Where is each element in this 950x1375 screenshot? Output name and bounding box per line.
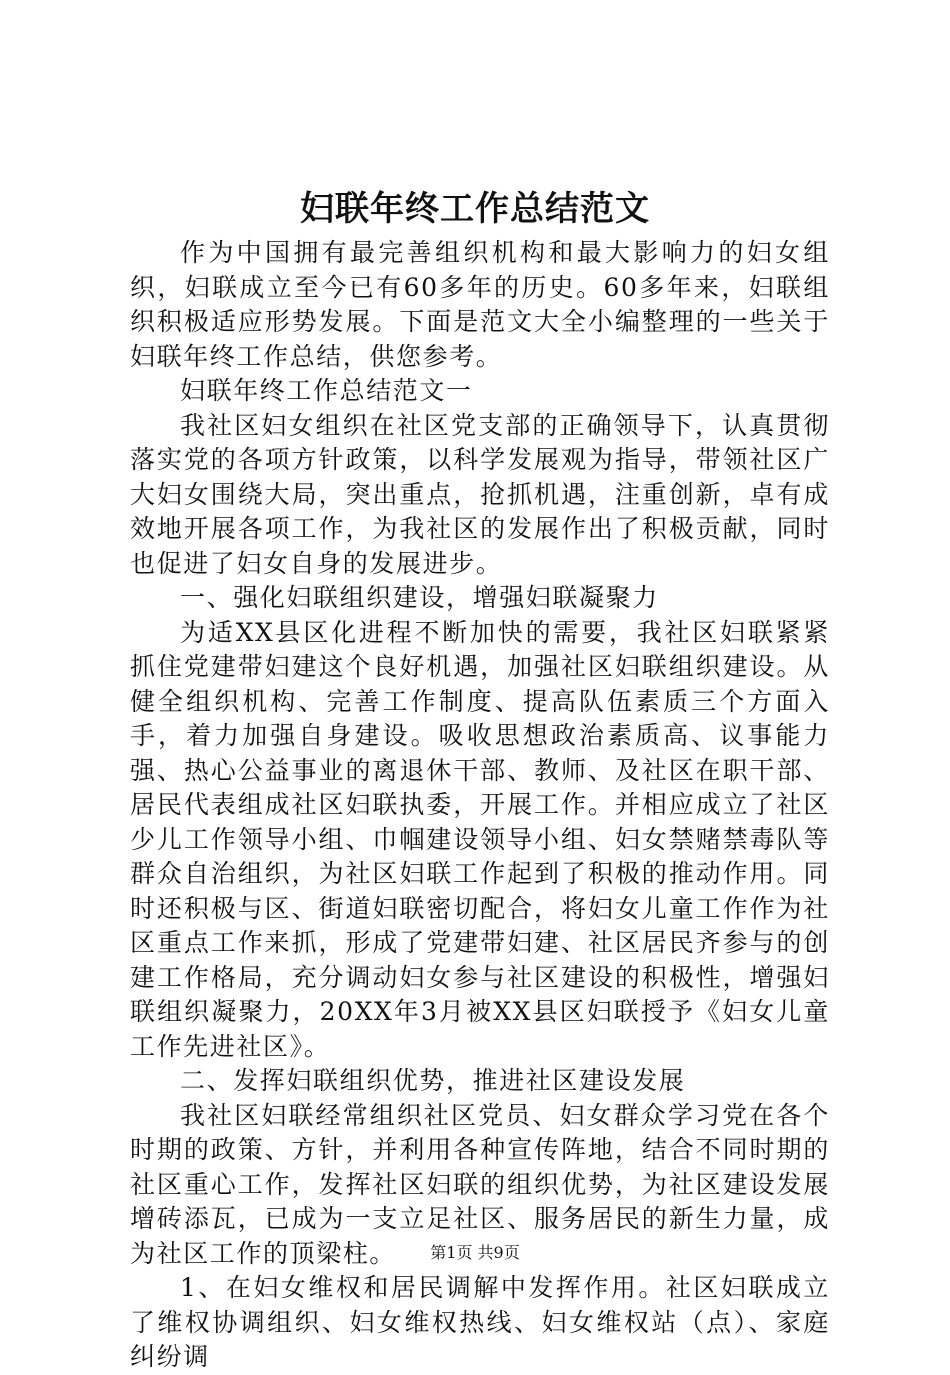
page-number-footer: 第1页 共9页 xyxy=(430,1243,520,1262)
paragraph-organization: 为适XX县区化进程不断加快的需要，我社区妇联紧紧抓住党建带妇建这个良好机遇，加强社区妇联组织建设。从健全组织机构、完善工作制度、提高队伍素质三个方面入手，着力加强自身建设。吸收思想政治素质高、议事能力强、热心公益事业的离退休干部、教师、及社区在职干部、居民代表组成社区妇联执委，开展工作。并相应成立了社区少儿工作领导小组、巾帼建设领导小组、妇女禁赌禁毒队等群众自治组织，为社区妇联工作起到了积极的推动作用。同时还积极与区、街道妇联密切配合，将妇女儿童工作作为社区重点工作来抓，形成了党建带妇建、社区居民齐参与的创建工作格局，充分调动妇女参与社区建设的积极性，增强妇联组织凝聚力，20XX年3月被XX县区妇联授予《妇女儿童工作先进社区》。 xyxy=(130,617,830,1061)
document-title: 妇联年终工作总结范文 xyxy=(300,189,650,229)
paragraph-section-heading: 妇联年终工作总结范文一 xyxy=(180,376,473,405)
paragraph-intro: 作为中国拥有最完善组织机构和最大影响力的妇女组织，妇联成立至今已有60多年的历史。60多年来，妇联组织积极适应形势发展。下面是范文大全小编整理的一些关于妇联年终工作总结，供您参考。 xyxy=(130,238,830,371)
document-body xyxy=(130,236,830,1375)
paragraph-advantage: 我社区妇联经常组织社区党员、妇女群众学习党在各个时期的政策、方针，并利用各种宣传阵地，结合不同时期的社区重心工作，发挥社区妇联的组织优势，为社区建设发展增砖添瓦，已成为一支立足社区、服务居民的新生力量，成为社区工作的顶梁柱。 xyxy=(130,1100,830,1268)
paragraph-overview: 我社区妇女组织在社区党支部的正确领导下，认真贯彻落实党的各项方针政策，以科学发展观为指导，带领社区广大妇女围绕大局，突出重点，抢抓机遇，注重创新，卓有成效地开展各项工作，为我社区的发展作出了积极贡献，同时也促进了妇女自身的发展进步。 xyxy=(130,410,830,578)
paragraph-heading-two: 二、发挥妇联组织优势，推进社区建设发展 xyxy=(180,1066,686,1095)
paragraph-rights: 1、在妇女维权和居民调解中发挥作用。社区妇联成立了维权协调组织、妇女维权热线、妇女维权站（点）、家庭纠纷调 xyxy=(130,1273,830,1371)
paragraph-heading-one: 一、强化妇联组织建设，增强妇联凝聚力 xyxy=(180,583,659,612)
